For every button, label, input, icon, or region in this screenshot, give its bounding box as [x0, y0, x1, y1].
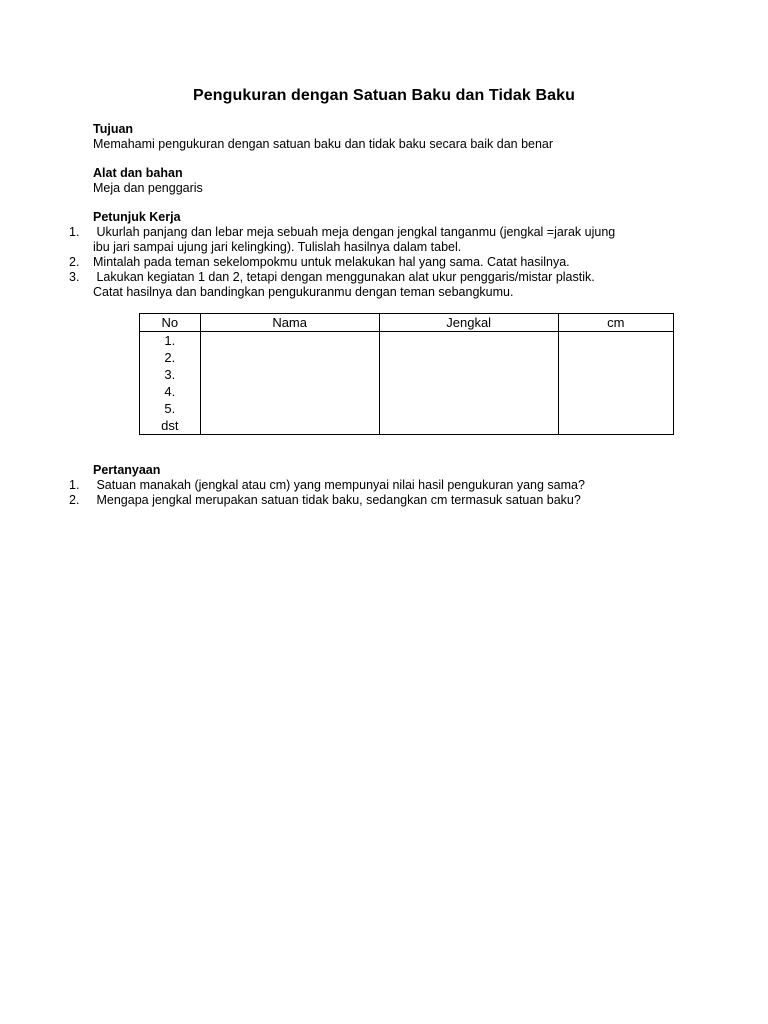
question-number: 2.	[69, 493, 80, 507]
step-line: Mintalah pada teman sekelompokmu untuk melakukan hal yang sama. Catat hasilnya.	[93, 255, 570, 269]
header-cm: cm	[558, 314, 673, 332]
petunjuk-section	[93, 210, 713, 225]
row-number: 3.	[164, 367, 176, 382]
header-no: No	[140, 314, 201, 332]
table-row	[140, 332, 674, 435]
step-number: 3.	[69, 270, 80, 284]
step-number: 1.	[69, 225, 80, 239]
row-number: 4.	[164, 384, 176, 399]
pertanyaan-section	[93, 463, 713, 478]
header-nama: Nama	[200, 314, 379, 332]
step-line: Ukurlah panjang dan lebar meja sebuah meja dengan jengkal tanganmu (jengkal =jarak ujung	[93, 225, 616, 239]
list-item	[69, 478, 709, 493]
list-item	[69, 225, 709, 255]
list-item	[69, 270, 709, 300]
row-number: 1.	[164, 333, 176, 348]
row-number: 5.	[164, 401, 176, 416]
alat-text: Meja dan penggaris	[93, 181, 203, 195]
table-header-row	[140, 314, 674, 332]
header-jengkal: Jengkal	[379, 314, 558, 332]
row-number: 2.	[164, 350, 176, 365]
cm-cell	[558, 332, 673, 435]
question-number: 1.	[69, 478, 80, 492]
tujuan-text: Memahami pengukuran dengan satuan baku dan tidak baku secara baik dan benar	[93, 137, 554, 151]
nama-cell	[200, 332, 379, 435]
document-title: Pengukuran dengan Satuan Baku dan Tidak Baku	[193, 87, 575, 104]
no-cell	[140, 332, 201, 435]
petunjuk-heading: Petunjuk Kerja	[93, 210, 181, 224]
tujuan-heading: Tujuan	[93, 122, 134, 136]
row-number: dst	[161, 418, 179, 433]
jengkal-cell	[379, 332, 558, 435]
tujuan-section	[93, 122, 713, 152]
list-item	[69, 493, 709, 508]
alat-heading: Alat dan bahan	[93, 166, 183, 180]
petunjuk-steps	[69, 225, 709, 300]
step-line: Lakukan kegiatan 1 dan 2, tetapi dengan menggunakan alat ukur penggaris/mistar plastik.	[93, 270, 595, 284]
measurement-table	[139, 313, 674, 435]
list-item	[69, 255, 709, 270]
step-line: ibu jari sampai ujung jari kelingking). Tulislah hasilnya dalam tabel.	[93, 240, 462, 254]
pertanyaan-items	[69, 478, 709, 508]
pertanyaan-heading: Pertanyaan	[93, 463, 161, 477]
step-number: 2.	[69, 255, 80, 269]
alat-section	[93, 166, 713, 196]
step-line: Catat hasilnya dan bandingkan pengukuranmu dengan teman sebangkumu.	[93, 285, 514, 299]
question-text: Mengapa jengkal merupakan satuan tidak baku, sedangkan cm termasuk satuan baku?	[93, 493, 581, 507]
question-text: Satuan manakah (jengkal atau cm) yang mempunyai nilai hasil pengukuran yang sama?	[93, 478, 585, 492]
